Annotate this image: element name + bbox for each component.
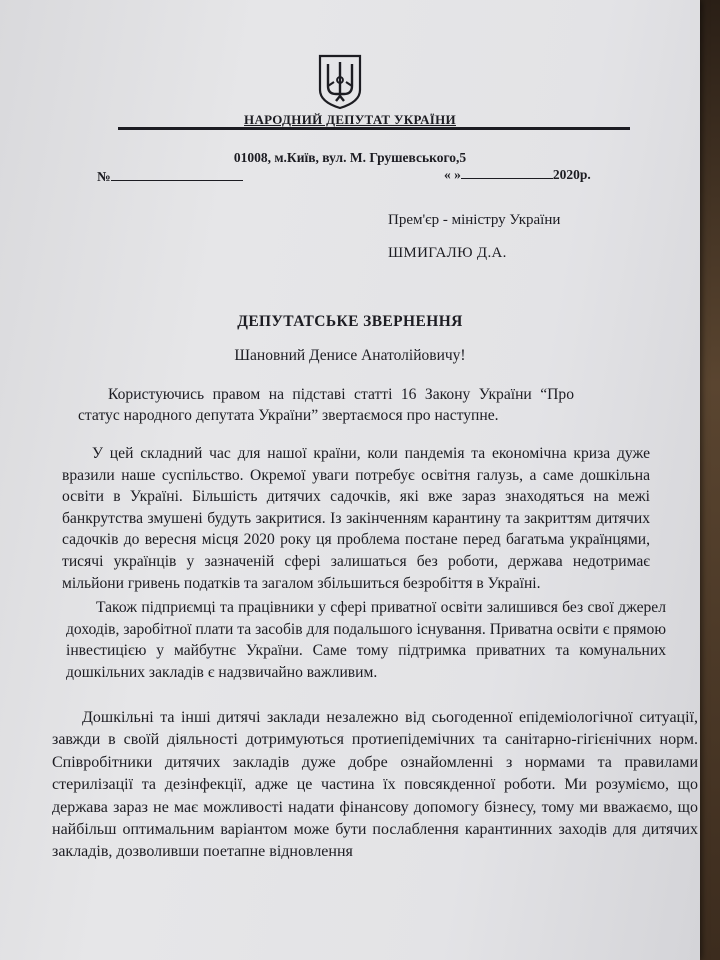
- document-title: ДЕПУТАТСЬКЕ ЗВЕРНЕННЯ: [237, 313, 463, 330]
- letterhead-address: 01008, м.Київ, вул. М. Грушевського,5: [233, 150, 467, 165]
- number-label: №: [97, 169, 111, 184]
- paragraph-3: [66, 597, 666, 683]
- number-blank: [111, 168, 243, 181]
- recipient-position: Прем'єр - міністру України: [388, 212, 561, 228]
- paragraph-text: Дошкільні та інші дитячі заклади незалежно від сьогоденної епідеміологічної ситуації, завжди в своїй діяльності дотримуються протиепідемічних та санітарно-гігієнічних норм. Співробітники дитячих закладів дуже добре ознайомленні з нормами та правилами стерилізації та дезінфекції, адже це частина їх повсякденної роботи. Ми розуміємо, що держава зараз не має можливості надати фінансову допомогу бізнесу, тому ми вважаємо, що найбільш оптимальним варіантом може бути послаблення карантинних заходів для дитячих закладів, дозволивши поетапне відновлення: [52, 709, 698, 861]
- document-date-line: [444, 166, 591, 183]
- recipient-name: ШМИГАЛЮ Д.А.: [388, 245, 507, 261]
- paragraph-1: [78, 384, 574, 426]
- letterhead-title: НАРОДНИЙ ДЕПУТАТ УКРАЇНИ: [244, 112, 456, 127]
- date-year: 2020р.: [552, 167, 591, 182]
- paragraph-text: Також підприємці та працівники у сфері приватної освіти залишився без свої джерел доходів, заробітної плати та засобів для подальшого існування. Приватна освіти є прямою інвестицією у майбутнє України. Саме тому підтримка приватних та комунальних дошкільних закладів є надзвичайно важливим.: [66, 599, 666, 681]
- paragraph-2: [62, 443, 650, 594]
- salutation: Шановний Денисе Анатолійовичу!: [234, 347, 466, 364]
- letterhead-rule: [118, 127, 630, 130]
- trident-icon: [316, 52, 364, 110]
- paragraph-text: У цей складний час для нашої країни, коли пандемія та економічна криза дуже вразили наше суспільство. Окремої уваги потребує освітня галузь, а саме дошкільна освіти в Україні. Більшість дитячих садочків, які вже зараз знаходяться на межі банкрутства змушені будуть закритися. Із закінченням карантину та закриттям дитячих садочків до вересня місця 2020 року ця проблема постане перед багатьма українцями, тисячі українців у зазначеній сфері залишаться без роботи, держава недотримає мільйони гривень податків та загалом збільшиться безробіття в Україні.: [62, 445, 650, 592]
- document-number-line: [97, 168, 243, 185]
- paragraph-4: [52, 707, 698, 864]
- date-quotes: « »: [444, 167, 461, 182]
- date-blank: [461, 166, 553, 179]
- paragraph-text: Користуючись правом на підставі статті 16 Закону України “Про статус народного депутата України” звертаємося про наступне.: [78, 386, 574, 424]
